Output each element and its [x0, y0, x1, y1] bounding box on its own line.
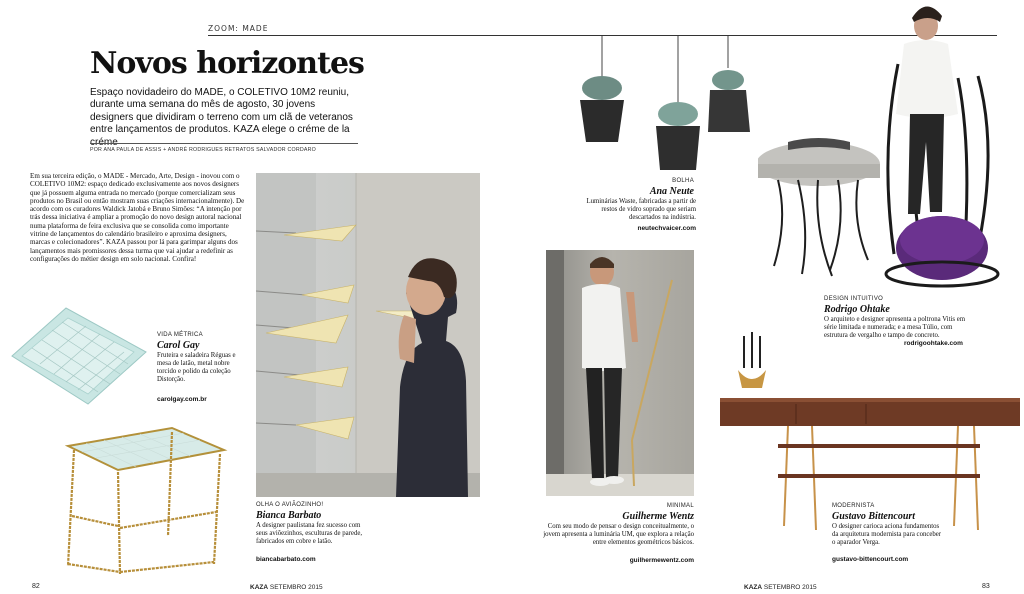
caption-text: O designer carioca aciona fundamentos da arquitetura modernista para conceber o aparador Verga.	[832, 523, 942, 546]
caption-kicker: OLHA O AVIÃOZINHO!	[256, 502, 324, 508]
caption-text: O arquiteto e designer apresenta a poltrona Vitis em série limitada e numerada; e a mesa Túlio, com estrutura de vergalho e tampo de concreto.	[824, 316, 966, 339]
bianca-barbato-photo	[256, 173, 480, 497]
magazine-credit-right	[744, 584, 817, 591]
guilherme-illustration	[546, 250, 694, 496]
article-deck: Espaço novidadeiro do MADE, o COLETIVO 10M2 reuniu, durante uma semana do mês de agosto, 30 jovens designers que dividiram o terreno com um clã de veteranos entre lançamentos de produtos. KAZA elege o créme de la	[90, 87, 353, 136]
byline: POR ANA PAULA DE ASSIS + ANDRÉ RODRIGUES RETRATOS SALVADOR CORDARO	[90, 147, 316, 153]
caption-name: Guilherme Wentz	[622, 511, 694, 522]
lamps-illustration	[568, 36, 768, 176]
rodrigo-ohtake-photo	[758, 4, 1004, 294]
caption-url-text: rodrigoohtake.com	[904, 340, 963, 347]
magazine-issue: SETEMBRO 2015	[763, 584, 817, 591]
rodrigo-illustration	[758, 4, 1004, 294]
table-illustration	[60, 416, 230, 578]
caption-text: Com seu modo de pensar o design conceitualmente, o jovem apresenta a luminária UM, que explora a relação entre elementos geométricos básicos.	[543, 523, 694, 546]
caption-url	[542, 557, 694, 565]
magazine-issue: SETEMBRO 2015	[269, 584, 323, 591]
guilherme-wentz-photo	[546, 250, 694, 496]
caption-kicker: BOLHA	[672, 178, 694, 184]
caption-kicker: MINIMAL	[666, 503, 694, 509]
caption-name: Gustavo Bittencourt	[832, 511, 916, 522]
right-page	[512, 0, 1024, 594]
caption-url-text: gustavo-bittencourt.com	[832, 556, 909, 563]
magazine-name: KAZA	[250, 584, 269, 591]
caption-text: Luminárias Waste, fabricadas a partir de restos de vidro soprado que seriam descartados na indústria.	[586, 198, 696, 221]
caption-kicker: DESIGN INTUITIVO	[824, 296, 884, 302]
caption-url-text: neutechvaicer.com	[637, 225, 696, 232]
caption-url-text: guilhermewentz.com	[629, 557, 694, 564]
bianca-illustration	[256, 173, 480, 497]
caption-name: Bianca Barbato	[256, 510, 322, 521]
magazine-name: KAZA	[744, 584, 763, 591]
section-label: ZOOM: MADE	[208, 24, 269, 33]
deck-rule	[90, 143, 358, 144]
caption-name: Carol Gay	[157, 340, 200, 351]
magazine-credit-left	[250, 584, 323, 591]
header-rule	[208, 35, 512, 36]
twisted-table-photo	[60, 416, 230, 578]
article-body: Em sua terceira edição, o MADE - Mercado, Arte, Design - inovou com o COLETIVO 10M2: espaço dedicado exclusivamente aos novos designers que já possuem alguma entrada no mercado (porque comercializam seus produtos no Brasil ou então mostram suas criações internacionalmente). De acordo com os curadores Waldick Jatobá e Bruno Simões: “A intenção por trás dessa iniciativa é ampliar a promoção do novo design autoral nacional numa plataforma de feira exclusiva que se consolida como importante vitrine de lançamentos do calendário brasileiro e aproxima designers, marcas e colecionadores”. KAZA passou por lá para garimpar alguns dos lançamentos mais promissores dessa turma que vai ajudar a redefinir as configurações do métier design em solo nacional. Confira!	[30, 172, 245, 263]
glass-bowl-illustration	[4, 300, 154, 408]
caption-kicker: VIDA MÉTRICA	[157, 332, 203, 338]
caption-url	[157, 396, 207, 404]
caption-url	[832, 556, 908, 564]
caption-text: Fruteira e saladeira Réguas e mesa de latão, metal nobre torcido e polido da coleção Distorção.	[157, 352, 236, 383]
caption-text: A designer paulistana fez sucesso com seus aviõezinhos, esculturas de parede, fabricados em cobre e latão.	[256, 522, 363, 545]
pendant-lamps-photo	[568, 36, 768, 176]
caption-url-text: biancabarbato.com	[256, 556, 316, 563]
caption-kicker: MODERNISTA	[832, 503, 875, 509]
caption-name: Ana Neute	[649, 186, 694, 197]
page-number-right: 83	[982, 583, 990, 590]
caption-name: Rodrigo Ohtake	[824, 304, 890, 315]
page-title: Novos horizontes	[90, 46, 364, 81]
caption-url-text: carolgay.com.br	[157, 396, 207, 403]
caption-url	[582, 225, 696, 233]
glass-bowl-photo	[4, 300, 154, 408]
caption-url	[256, 556, 316, 564]
page-number-left: 82	[32, 583, 40, 590]
